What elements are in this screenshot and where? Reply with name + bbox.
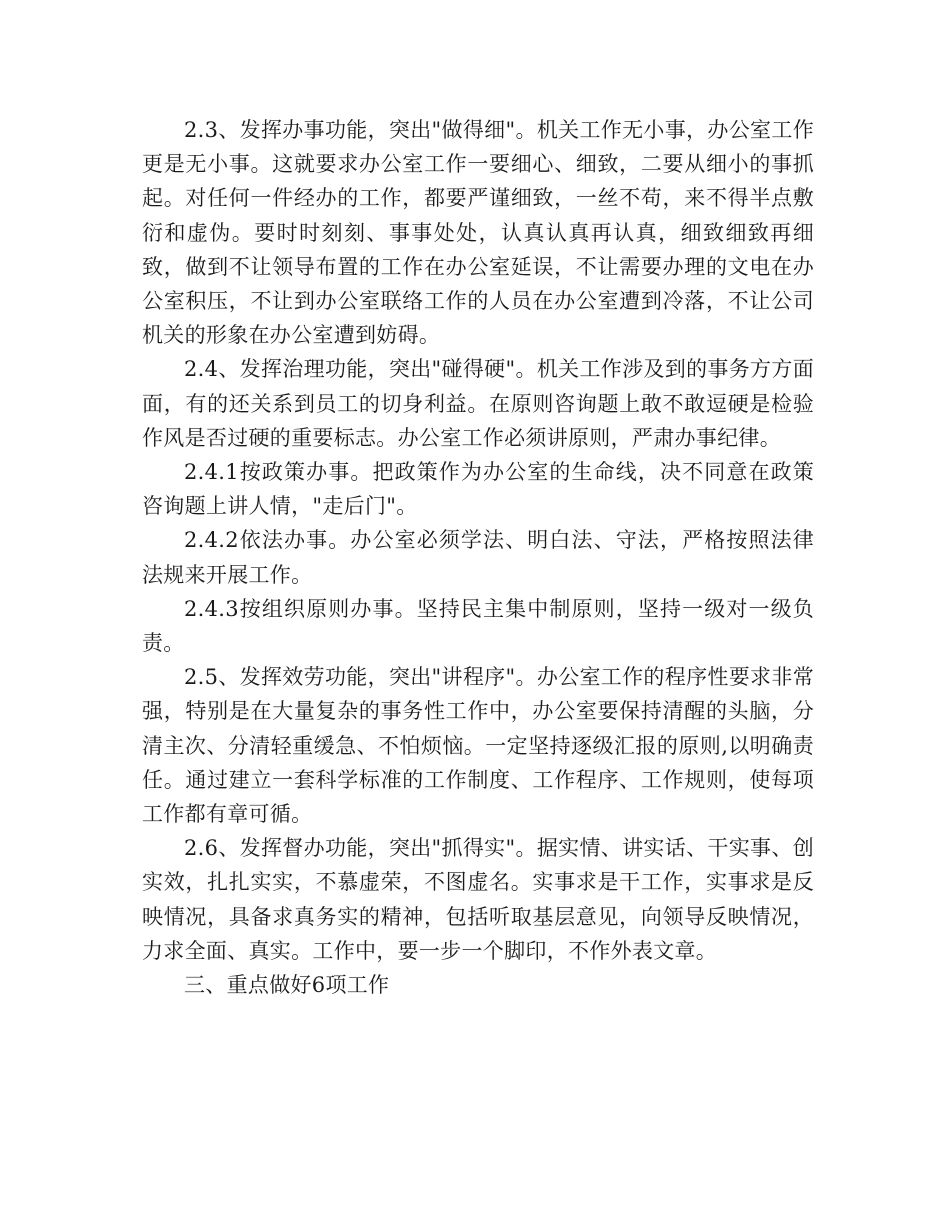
paragraph-2-4-2: 2.4.2依法办事。办公室必须学法、明白法、守法，严格按照法律法规来开展工作。	[142, 528, 814, 587]
paragraph-2-4-1: 2.4.1按政策办事。把政策作为办公室的生命线，决不同意在政策咨询题上讲人情，"走后门"。	[142, 460, 814, 519]
paragraph-2-5: 2.5、发挥效劳功能，突出"讲程序"。办公室工作的程序性要求非常强，特别是在大量复杂的事务性工作中，办公室要保持清醒的头脑，分清主次、分清轻重缓急、不怕烦恼。一定坚持逐级汇报的原则,以明确责任。通过建立一套科学标准的工作制度、工作程序、工作规则，使每项工作都有章可循。	[142, 665, 814, 827]
section-heading-3: 三、重点做好6项工作	[184, 973, 390, 998]
document-body	[142, 113, 814, 1002]
paragraph-2-6: 2.6、发挥督办功能，突出"抓得实"。据实情、讲实话、干实事、创实效，扎扎实实，不慕虚荣，不图虚名。实事求是干工作，实事求是反映情况，具备求真务实的精神，包括听取基层意见，向领导反映情况，力求全面、真实。工作中，要一步一个脚印，不作外表文章。	[142, 836, 814, 963]
paragraph-2-4: 2.4、发挥治理功能，突出"碰得硬"。机关工作涉及到的事务方方面面，有的还关系到员工的切身利益。在原则咨询题上敢不敢逗硬是检验作风是否过硬的重要标志。办公室工作必须讲原则，严肃办事纪律。	[142, 357, 814, 450]
paragraph-2-4-3: 2.4.3按组织原则办事。坚持民主集中制原则，坚持一级对一级负责。	[142, 596, 814, 656]
paragraph-2-3: 2.3、发挥办事功能，突出"做得细"。机关工作无小事，办公室工作更是无小事。这就要求办公室工作一要细心、细致，二要从细小的事抓起。对任何一件经办的工作，都要严谨细致，一丝不苟，来不得半点敷衍和虚伪。要时时刻刻、事事处处，认真认真再认真，细致细致再细致，做到不让领导布置的工作在办公室延误，不让需要办理的文电在办公室积压，不让到办公室联络工作的人员在办公室遭到冷落，不让公司机关的形象在办公室遭到妨碍。	[142, 118, 814, 348]
